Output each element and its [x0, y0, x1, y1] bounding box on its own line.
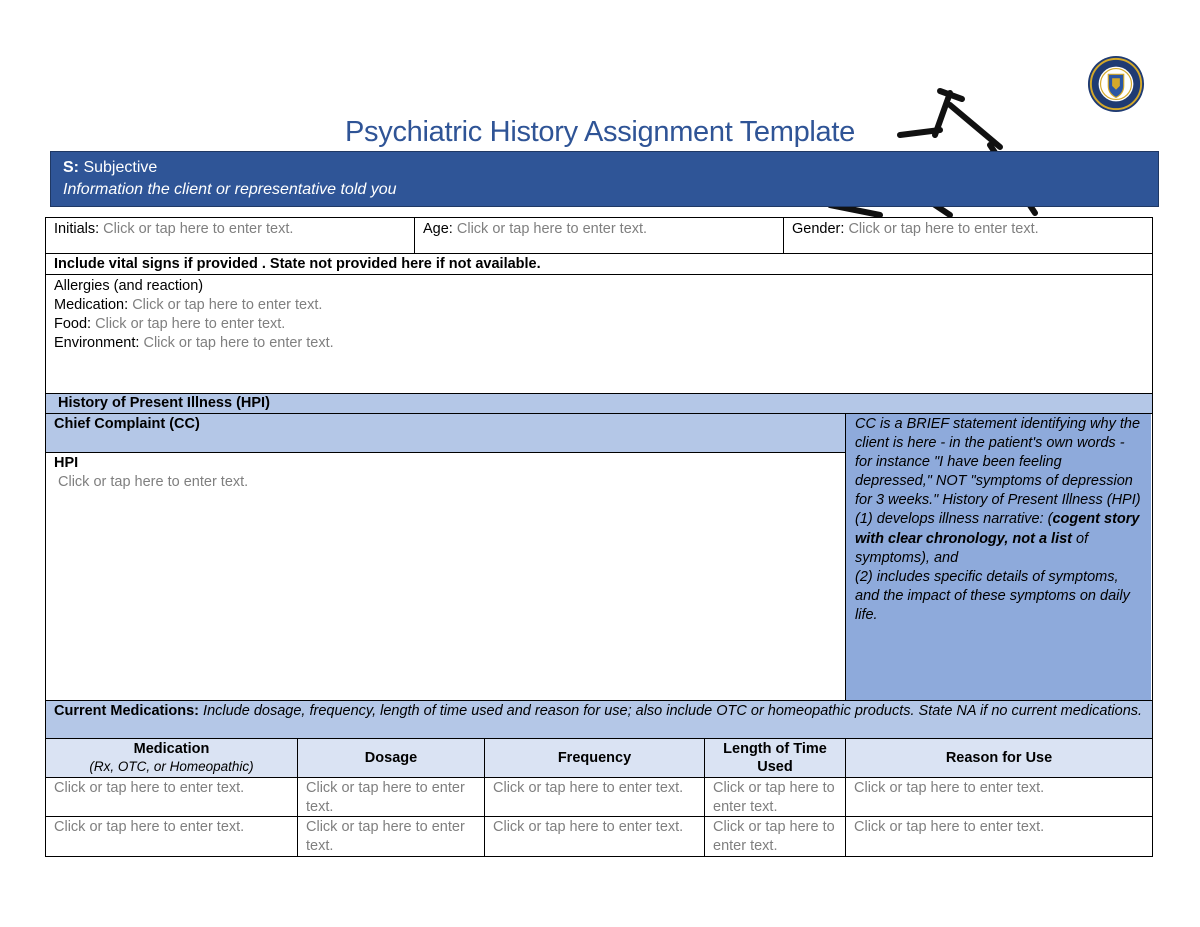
allergy-environment-line	[54, 334, 1144, 353]
hpi-guidance-note	[846, 414, 1151, 700]
initials-cell	[46, 218, 415, 253]
gender-field[interactable]: Click or tap here to enter text.	[848, 221, 1039, 237]
med-2-frequency[interactable]: Click or tap here to enter text.	[485, 817, 705, 856]
subjective-band	[50, 151, 1159, 207]
col-frequency-label: Frequency	[557, 750, 632, 766]
age-field[interactable]: Click or tap here to enter text.	[456, 221, 648, 237]
note-part-3: of symptoms), and	[855, 530, 1089, 566]
gender-label: Gender:	[792, 221, 845, 237]
initials-field[interactable]: Click or tap here to enter text.	[103, 221, 294, 237]
med-1-frequency[interactable]: Click or tap here to enter text.	[485, 778, 705, 816]
allergies-row	[46, 275, 1152, 394]
medications-label: Current Medications:	[54, 703, 200, 719]
col-reason-label: Reason for Use	[945, 750, 1053, 766]
col-medication-label: Medication	[133, 741, 210, 757]
col-medication-sub: (Rx, OTC, or Homeopathic)	[89, 759, 254, 774]
col-dosage-label: Dosage	[364, 750, 418, 766]
med-2-reason[interactable]: Click or tap here to enter text.	[854, 819, 1045, 835]
hpi-section-heading: History of Present Illness (HPI)	[46, 394, 1152, 414]
col-length-label: Length of Time Used	[723, 741, 827, 775]
subjective-subtitle: Information the client or representative told you	[63, 181, 397, 198]
med-1-dosage[interactable]: Click or tap here to enter text.	[298, 778, 485, 816]
initials-label: Initials:	[54, 221, 100, 237]
age-cell	[415, 218, 784, 253]
environment-label: Environment:	[54, 335, 140, 351]
note-part-1: CC is a BRIEF statement identifying why the client is here - in the patient's own words - for instance "I have been feeling depressed," NOT "symptoms of depression for 3 weeks." History of Present Illness (HPI)	[855, 416, 1141, 509]
note-part-2: (1) develops illness narrative: (	[855, 511, 1053, 528]
identity-row	[46, 218, 1152, 254]
current-medications-row	[46, 700, 1152, 739]
med-1-reason[interactable]: Click or tap here to enter text.	[854, 780, 1045, 796]
note-part-4: (2) includes specific details of symptoms, and the impact of these symptoms on daily life.	[855, 568, 1130, 623]
subjective-label: Subjective	[83, 159, 158, 176]
history-form	[45, 217, 1153, 857]
allergy-medication-line	[54, 296, 1144, 315]
medication-label: Medication:	[54, 297, 129, 313]
table-row	[46, 817, 1152, 856]
med-1-length[interactable]: Click or tap here to enter text.	[705, 778, 846, 816]
allergy-food-field[interactable]: Click or tap here to enter text.	[95, 316, 286, 332]
med-2-medication[interactable]: Click or tap here to enter text.	[46, 817, 298, 856]
document-title: Psychiatric History Assignment Template	[345, 116, 855, 148]
col-frequency	[485, 739, 705, 777]
gender-cell	[784, 218, 1152, 253]
med-2-length[interactable]: Click or tap here to enter text.	[705, 817, 846, 856]
hpi-box	[46, 453, 845, 700]
hpi-field[interactable]: Click or tap here to enter text.	[58, 474, 249, 490]
med-2-dosage[interactable]: Click or tap here to enter text.	[298, 817, 485, 856]
subjective-letter: S:	[63, 159, 79, 176]
university-seal-icon	[1087, 55, 1145, 113]
medications-instructions: Include dosage, frequency, length of time used and reason for use; also include OTC or homeopathic products. State NA if no current medications.	[203, 703, 1143, 719]
note-bold: cogent story with clear chronology, not a list	[855, 511, 1140, 547]
table-row	[46, 778, 1152, 817]
allergy-medication-field[interactable]: Click or tap here to enter text.	[132, 297, 323, 313]
vital-signs-row: Include vital signs if provided . State not provided here if not available.	[46, 254, 1152, 275]
subjective-label-line	[63, 157, 1146, 179]
allergies-heading: Allergies (and reaction)	[54, 278, 204, 294]
chief-complaint-label[interactable]: Chief Complaint (CC)	[46, 414, 845, 453]
hpi-left-column	[46, 414, 846, 700]
age-label: Age:	[423, 221, 453, 237]
food-label: Food:	[54, 316, 92, 332]
hpi-label: HPI	[54, 455, 79, 471]
medications-table-header	[46, 739, 1152, 778]
col-reason	[846, 739, 1152, 777]
col-length	[705, 739, 846, 777]
col-dosage	[298, 739, 485, 777]
allergy-food-line	[54, 315, 1144, 334]
allergy-environment-field[interactable]: Click or tap here to enter text.	[143, 335, 334, 351]
med-1-medication[interactable]: Click or tap here to enter text.	[46, 778, 298, 816]
col-medication	[46, 739, 298, 777]
